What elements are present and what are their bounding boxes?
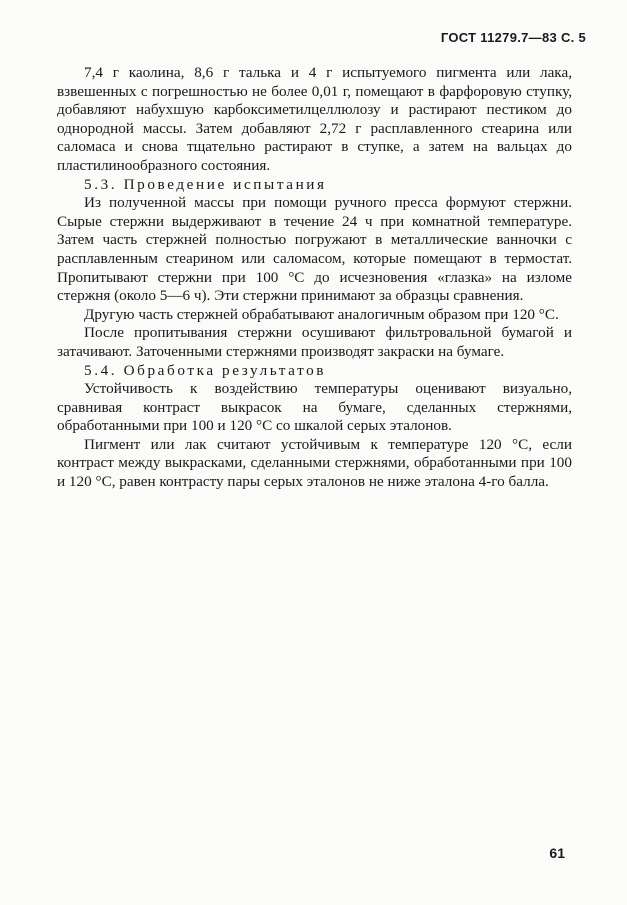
page-header: ГОСТ 11279.7—83 С. 5 — [440, 30, 586, 45]
paragraph-forming-rods: Из полученной массы при помощи ручного пресса формуют стержни. Сырые стержни выдерживают в течение 24 ч при комнатной температуре. Затем часть стержней полностью погружают в металлические ванночки с расплавленным стеарином или саломасом, которые помещают в термостат. Пропитывают стержни при 100 °С до исчезновения «глазка» на изломе стержня (около 5—6 ч). Эти стержни принимают за образцы сравнения. — [57, 194, 572, 305]
paragraph-other-rods: Другую часть стержней обрабатывают аналогичным образом при 120 °С. — [84, 305, 559, 323]
page-number: 61 — [549, 845, 565, 861]
paragraph-stability-criterion: Пигмент или лак считают устойчивым к температуре 120 °С, если контраст между выкрасками, сделанными стержнями, обработанными при 100 и 120 °С, равен контрасту пары серых эталонов не ниже эталона 4-го балла. — [57, 435, 572, 491]
paragraph-drying-rods: После пропитывания стержни осушивают фильтровальной бумагой и затачивают. Заточенными стержнями производят закраски на бумаге. — [57, 324, 572, 360]
paragraph-evaluation: Устойчивость к воздействию температуры оценивают визуально, сравнивая контраст выкрасок на бумаге, сделанных стержнями, обработанными при 100 и 120 °С со шкалой серых эталонов. — [57, 380, 572, 435]
body-text — [57, 64, 572, 492]
section-heading-results: 5.4. Обработка результатов — [84, 361, 327, 379]
paragraph-materials: 7,4 г каолина, 8,6 г талька и 4 г испытуемого пигмента или лака, взвешенных с погрешностью не более 0,01 г, помещают в фарфоровую ступку, добавляют набухшую карбоксиметилцеллюлозу и растирают пестиком до однородной массы. Затем добавляют 2,72 г расплавленного стеарина или саломаса и снова тщательно растирают в ступке, а затем на вальцах до пластилинообразного состояния. — [57, 64, 572, 174]
section-heading-test-procedure: 5.3. Проведение испытания — [84, 175, 327, 193]
